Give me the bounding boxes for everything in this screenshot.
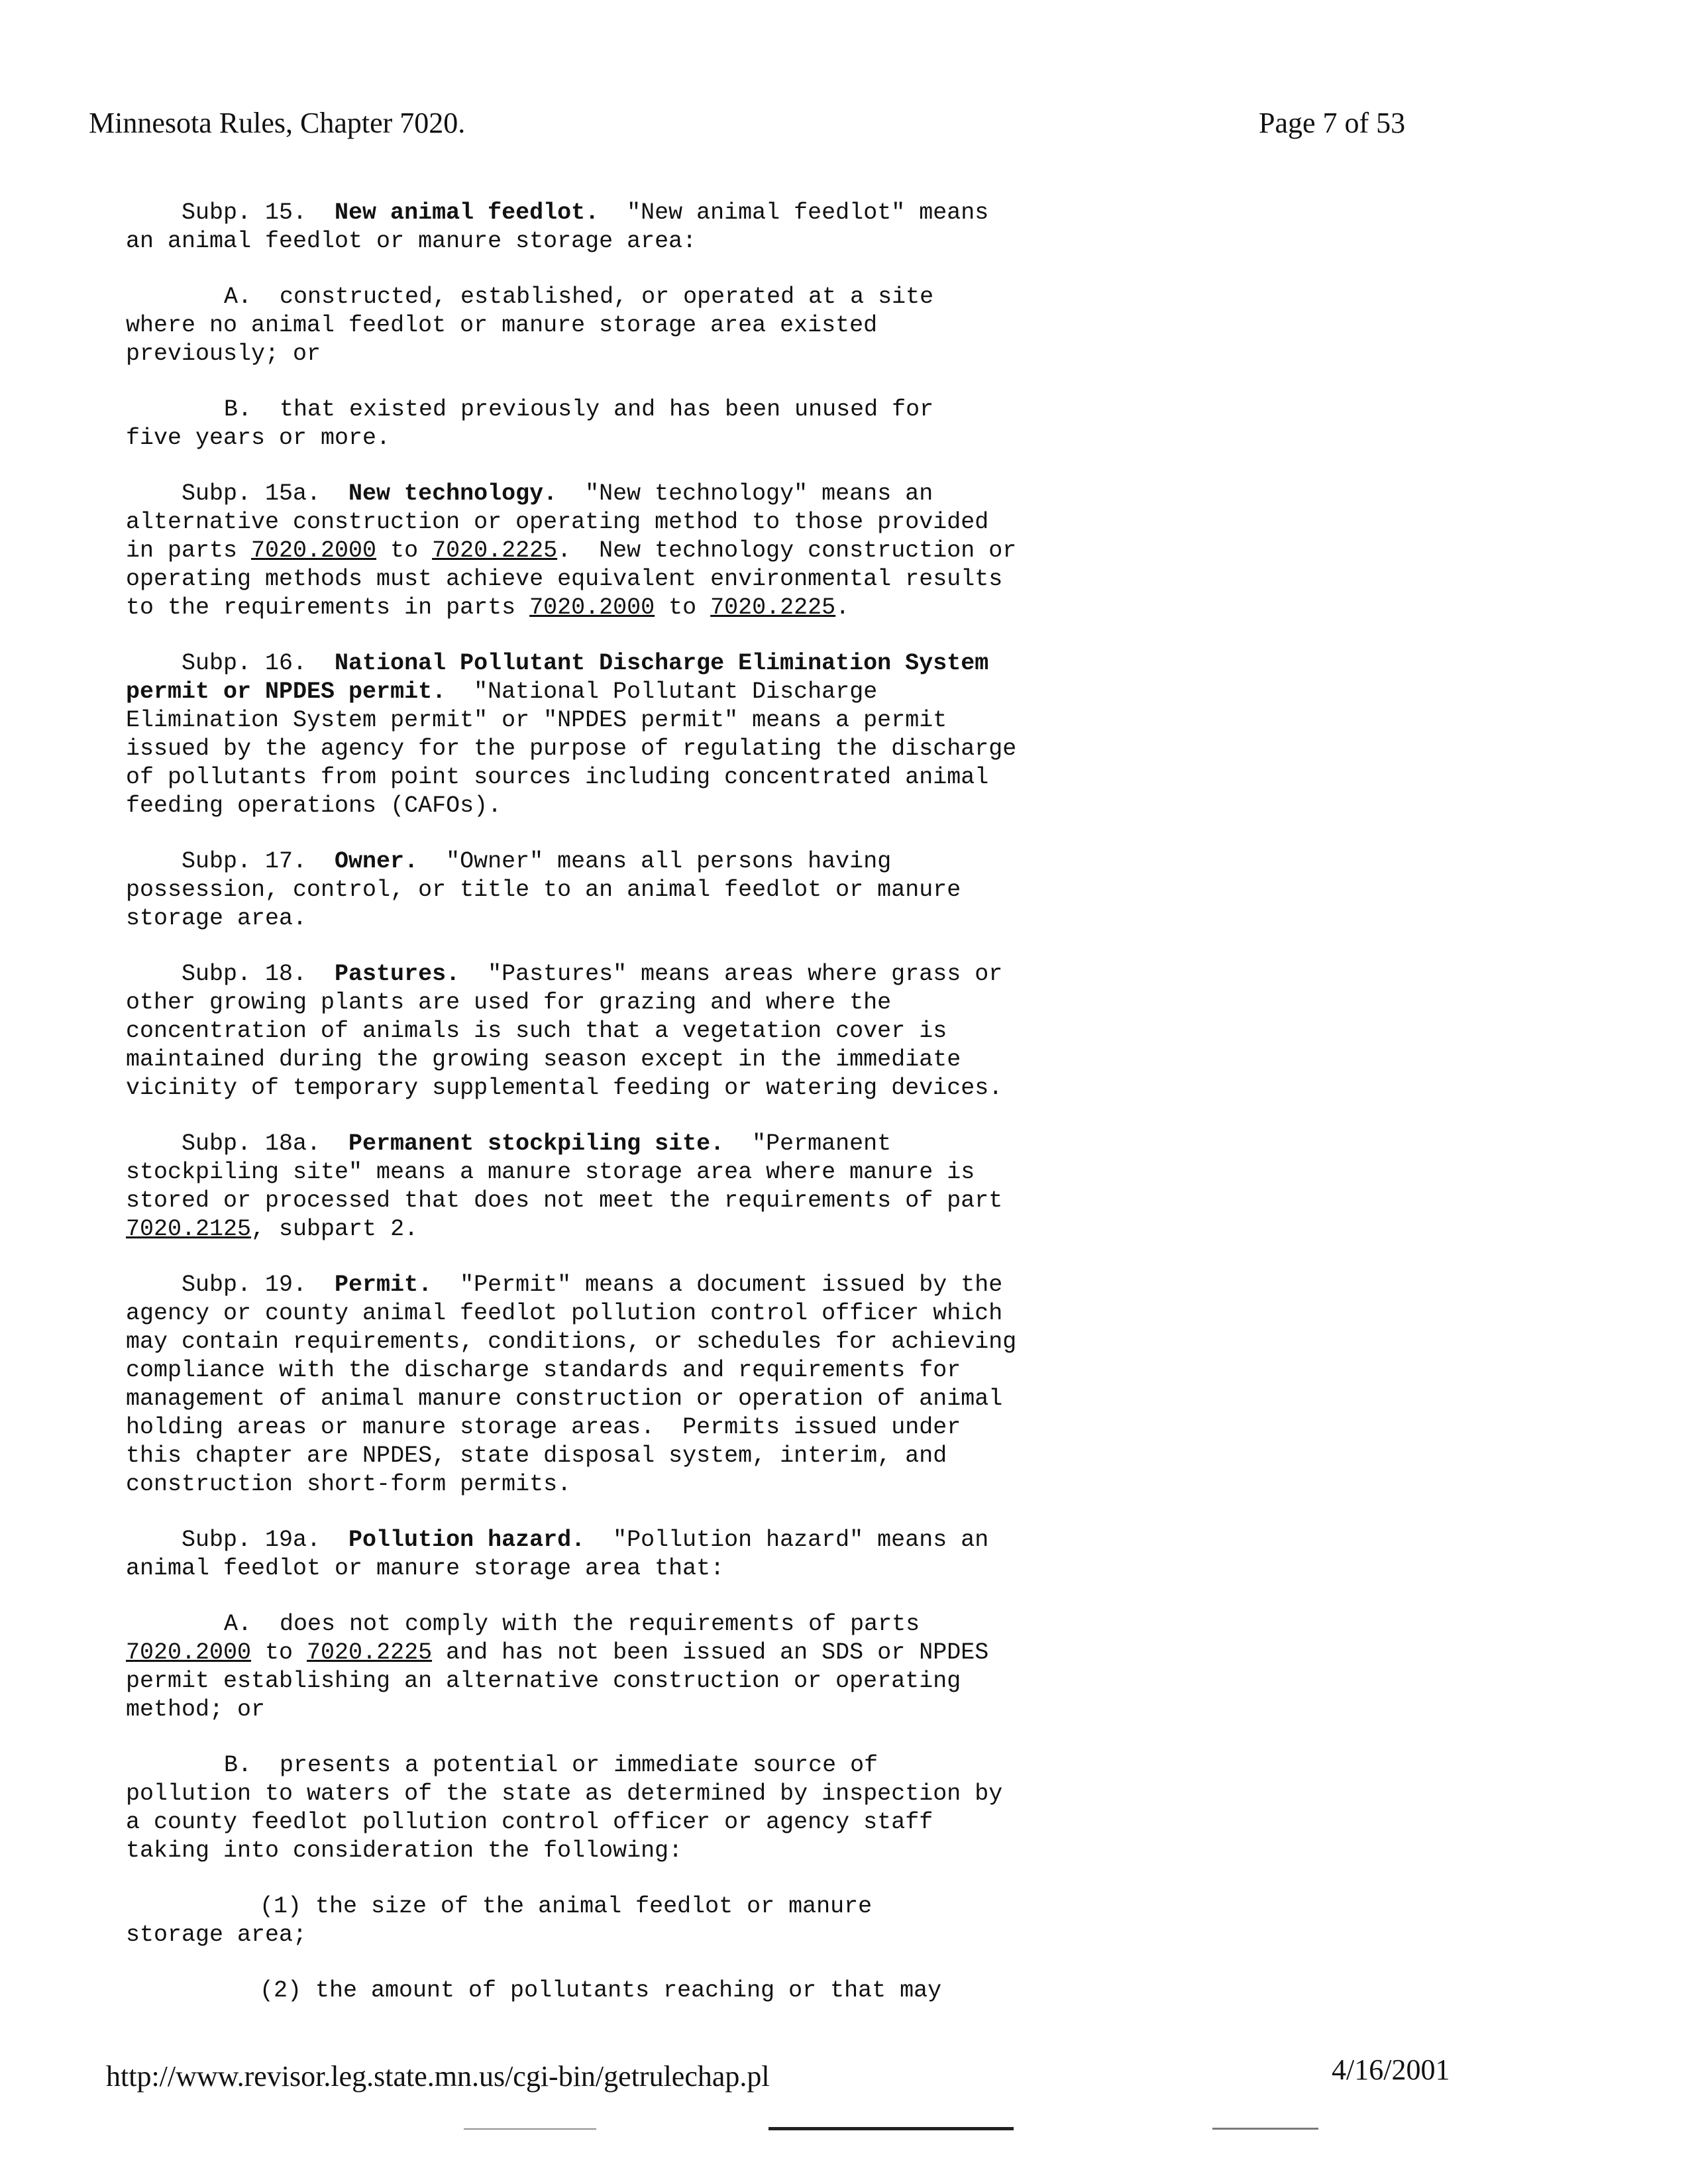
subpart-16: Subp. 16. National Pollutant Discharge Elimination System permit or NPDES permit. "National Pollutant Discharge Elimination System permit" or "NPDES permit" means a permit issued by the agency for the purpose of regulating the discharge of pollutants from point sources including concentrated animal feeding operations (CAFOs). xyxy=(126,650,1017,819)
term-permanent-stockpiling-site: Permanent stockpiling site. xyxy=(348,1130,725,1157)
term-owner: Owner. xyxy=(335,848,419,875)
subpart-19a-item-a: A. does not comply with the requirements of parts 7020.2000 to 7020.2225 and has not been issued an SDS or NPDES permit establishing an alternative construction or operating method; or xyxy=(126,1611,989,1723)
subpart-15-item-b: B. that existed previously and has been unused for five years or more. xyxy=(126,396,934,451)
subpart-15-item-a: A. constructed, established, or operated at a site where no animal feedlot or manure storage area existed previously; or xyxy=(126,284,934,367)
term-npdes: National Pollutant Discharge Elimination System xyxy=(335,650,989,677)
subpart-15: Subp. 15. New animal feedlot. "New animal feedlot" means an animal feedlot or manure storage area: xyxy=(126,199,989,254)
scan-artifact xyxy=(464,2128,596,2130)
term-new-technology: New technology. xyxy=(348,480,558,507)
header-title: Minnesota Rules, Chapter 7020. xyxy=(89,107,466,139)
rule-link-7020-2225[interactable]: 7020.2225 xyxy=(307,1639,433,1666)
subpart-18: Subp. 18. Pastures. "Pastures" means areas where grass or other growing plants are used for grazing and where the concentration of animals is such that a vegetation cover is maintained during the growing season except in the immediate vicinity of temporary supplemental feeding or watering devices. xyxy=(126,961,1003,1101)
term-npdes-permit: permit or NPDES permit. xyxy=(126,679,447,705)
subpart-19a-item-b-1: (1) the size of the animal feedlot or manure storage area; xyxy=(126,1893,873,1948)
subpart-19: Subp. 19. Permit. "Permit" means a document issued by the agency or county animal feedlot pollution control officer which may contain requirements, conditions, or schedules for achieving compliance with the discharge standards and requirements for management of animal manure construction or operation of animal holding areas or manure storage areas. Permits issued under this chapter are NPDES, state disposal system, interim, and construction short-form permits. xyxy=(126,1272,1017,1498)
document-body xyxy=(126,199,1199,2032)
footer-url[interactable]: http://www.revisor.leg.state.mn.us/cgi-bin/getrulechap.pl xyxy=(106,2060,770,2093)
scan-artifact xyxy=(1212,2128,1318,2130)
subpart-18a: Subp. 18a. Permanent stockpiling site. "Permanent stockpiling site" means a manure storage area where manure is stored or processed that does not meet the requirements of part 7020.2125, subpart 2. xyxy=(126,1130,1003,1242)
subpart-19a-item-b: B. presents a potential or immediate source of pollution to waters of the state as determined by inspection by a county feedlot pollution control officer or agency staff taking into consideration the following: xyxy=(126,1752,1003,1864)
subpart-15a: Subp. 15a. New technology. "New technology" means an alternative construction or operating method to those provided in parts 7020.2000 to 7020.2225. New technology construction or operating methods must achieve equivalent environmental results to the requirements in parts 7020.2000 to 7020.2225. xyxy=(126,480,1017,621)
rule-link-7020-2225[interactable]: 7020.2225 xyxy=(432,537,558,564)
term-new-animal-feedlot: New animal feedlot. xyxy=(335,199,600,226)
scan-artifact xyxy=(768,2127,1014,2130)
rule-link-7020-2125[interactable]: 7020.2125 xyxy=(126,1216,252,1242)
rule-link-7020-2000[interactable]: 7020.2000 xyxy=(126,1639,252,1666)
subpart-17: Subp. 17. Owner. "Owner" means all persons having possession, control, or title to an animal feedlot or manure storage area. xyxy=(126,848,961,932)
term-permit: Permit. xyxy=(335,1272,433,1298)
term-pollution-hazard: Pollution hazard. xyxy=(348,1527,586,1553)
term-pastures: Pastures. xyxy=(335,961,460,987)
subpart-19a: Subp. 19a. Pollution hazard. "Pollution hazard" means an animal feedlot or manure storage area that: xyxy=(126,1527,989,1582)
rule-link-7020-2225[interactable]: 7020.2225 xyxy=(710,594,836,621)
rule-link-7020-2000[interactable]: 7020.2000 xyxy=(529,594,655,621)
rule-link-7020-2000[interactable]: 7020.2000 xyxy=(251,537,377,564)
page-number: Page 7 of 53 xyxy=(1259,107,1406,139)
subpart-19a-item-b-2: (2) the amount of pollutants reaching or that may xyxy=(260,1977,942,2004)
footer-date: 4/16/2001 xyxy=(1332,2053,1450,2086)
